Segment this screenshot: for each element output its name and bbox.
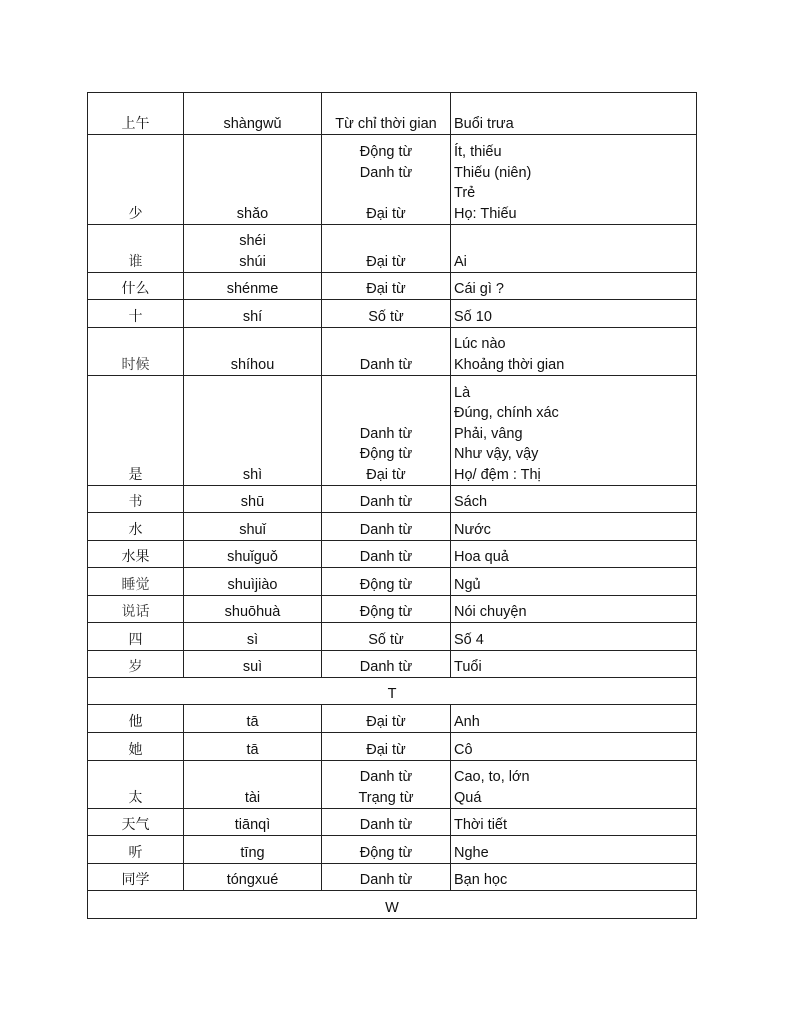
hanzi-cell: 太 [88,761,184,809]
vocab-row [88,135,697,225]
meaning-cell [451,513,697,541]
part-of-speech-line: Danh từ [359,658,413,675]
part-of-speech-line: Động từ [359,144,413,160]
pinyin-line: shénme [226,280,279,297]
part-of-speech-cell [322,486,451,513]
hanzi-cell: 是 [88,376,184,486]
pinyin-cell [184,596,322,623]
hanzi-cell: 四 [88,623,184,651]
part-of-speech-line: Danh từ [359,425,413,442]
pinyin-line: shū [240,493,265,510]
part-of-speech-line: Đại từ [366,741,406,758]
meaning-line: Ai [454,253,467,270]
part-of-speech-line [324,183,448,204]
part-of-speech-cell [322,568,451,596]
meaning-line: Lúc nào [454,336,506,352]
hanzi-cell: 天气 [88,809,184,836]
part-of-speech-cell [322,836,451,864]
vocab-row [88,623,697,651]
pinyin-cell [184,135,322,225]
part-of-speech-cell [322,651,451,678]
pinyin-line: tā [246,741,259,758]
part-of-speech-line: Động từ [359,576,413,593]
part-of-speech-line: Danh từ [359,521,413,538]
pinyin-line: tīng [240,844,265,861]
hanzi-cell: 睡觉 [88,568,184,596]
meaning-line: Số 4 [454,631,484,648]
vocab-row [88,836,697,864]
pinyin-line: shuǐguǒ [227,548,278,565]
pinyin-cell [184,623,322,651]
part-of-speech-line: Số từ [368,631,404,648]
pinyin-line: shuìjiào [227,576,278,593]
hanzi-cell: 书 [88,486,184,513]
part-of-speech-cell [322,273,451,300]
meaning-line: Trẻ [454,185,476,201]
vocab-row [88,596,697,623]
part-of-speech-cell [322,623,451,651]
meaning-cell [451,135,697,225]
pinyin-cell [184,809,322,836]
part-of-speech-line: Danh từ [359,871,413,888]
pinyin-cell [184,761,322,809]
part-of-speech-line: Đại từ [366,466,406,483]
pinyin-cell [184,376,322,486]
pinyin-line: tài [244,789,261,806]
pinyin-line: shúi [239,253,266,270]
section-letter: T [88,678,697,705]
meaning-line: Nghe [454,844,489,861]
vocab-row [88,93,697,135]
vocabulary-table-body [88,93,697,919]
pinyin-line: tóngxué [226,871,279,888]
pinyin-cell [184,273,322,300]
part-of-speech-cell [322,300,451,328]
meaning-line: Cao, to, lớn [454,769,530,785]
vocab-row [88,761,697,809]
hanzi-cell: 她 [88,733,184,761]
meaning-line: Cô [454,741,473,758]
part-of-speech-cell [322,225,451,273]
vocab-row [88,300,697,328]
vocab-row [88,705,697,733]
meaning-line: Là [454,384,471,401]
pinyin-cell [184,836,322,864]
pinyin-cell [184,705,322,733]
part-of-speech-cell [322,135,451,225]
pinyin-cell [184,328,322,376]
hanzi-cell: 岁 [88,651,184,678]
vocabulary-table [87,92,697,919]
hanzi-cell: 水 [88,513,184,541]
hanzi-cell: 什么 [88,273,184,300]
part-of-speech-line: Trạng từ [358,789,414,806]
pinyin-cell [184,864,322,891]
pinyin-line: shíhou [230,356,275,373]
meaning-line: Bạn học [454,871,508,888]
hanzi-cell: 时候 [88,328,184,376]
vocab-row [88,513,697,541]
vocab-row [88,864,697,891]
meaning-line: Cái gì ? [454,280,504,297]
part-of-speech-cell [322,93,451,135]
part-of-speech-line: Động từ [359,446,413,462]
meaning-line: Nước [454,521,491,538]
part-of-speech-line: Đại từ [366,205,406,222]
meaning-line: Số 10 [454,308,492,325]
vocab-row [88,809,697,836]
part-of-speech-line: Số từ [368,308,404,325]
meaning-cell [451,809,697,836]
hanzi-cell: 听 [88,836,184,864]
part-of-speech-cell [322,809,451,836]
meaning-cell [451,651,697,678]
part-of-speech-line: Danh từ [359,769,413,785]
meaning-line: Như vậy, vậy [454,446,539,462]
part-of-speech-cell [322,596,451,623]
meaning-line: Buổi trưa [454,115,514,132]
vocab-row [88,225,697,273]
part-of-speech-line: Đại từ [366,713,406,730]
meaning-cell [451,273,697,300]
meaning-line: Ít, thiếu [454,144,502,160]
meaning-line: Quá [454,789,482,806]
meaning-cell [451,705,697,733]
meaning-line: Hoa quả [454,548,509,565]
vocab-row [88,733,697,761]
pinyin-cell [184,93,322,135]
hanzi-cell: 他 [88,705,184,733]
part-of-speech-line: Đại từ [366,253,406,270]
meaning-cell [451,761,697,809]
meaning-cell [451,733,697,761]
meaning-cell [451,486,697,513]
vocab-row [88,273,697,300]
meaning-line: Thời tiết [454,816,508,833]
pinyin-cell [184,300,322,328]
part-of-speech-line: Danh từ [359,493,413,510]
pinyin-line: shì [242,466,263,483]
part-of-speech-line: Từ chỉ thời gian [335,115,437,132]
meaning-cell [451,836,697,864]
meaning-cell [451,376,697,486]
section-letter: W [88,891,697,919]
part-of-speech-line: Đại từ [366,280,406,297]
pinyin-line: tā [246,713,259,730]
meaning-cell [451,596,697,623]
pinyin-line: shuōhuà [224,603,281,620]
vocab-row [88,486,697,513]
hanzi-cell: 同学 [88,864,184,891]
pinyin-cell [184,513,322,541]
meaning-line: Nói chuyện [454,603,527,620]
pinyin-cell [184,651,322,678]
meaning-line: Khoảng thời gian [454,356,565,373]
meaning-cell [451,93,697,135]
part-of-speech-line: Danh từ [359,356,413,373]
part-of-speech-cell [322,541,451,568]
part-of-speech-line: Danh từ [359,816,413,833]
part-of-speech-line: Động từ [359,844,413,861]
section-letter-row [88,678,697,705]
meaning-line: Ngủ [454,576,481,593]
section-letter-row [88,891,697,919]
vocab-row [88,568,697,596]
meaning-cell [451,300,697,328]
part-of-speech-cell [322,864,451,891]
meaning-line: Phải, vâng [454,425,523,442]
meaning-line: Họ/ đệm : Thị [454,466,541,483]
meaning-cell [451,541,697,568]
meaning-line: Họ: Thiếu [454,205,517,222]
meaning-cell [451,864,697,891]
part-of-speech-line: Danh từ [359,548,413,565]
pinyin-line: shuǐ [239,521,266,538]
vocab-row [88,328,697,376]
hanzi-cell: 说话 [88,596,184,623]
meaning-line: Sách [454,493,488,510]
meaning-line: Anh [454,713,480,730]
meaning-cell [451,568,697,596]
pinyin-cell [184,486,322,513]
part-of-speech-cell [322,328,451,376]
hanzi-cell: 水果 [88,541,184,568]
meaning-cell [451,328,697,376]
vocab-row [88,651,697,678]
hanzi-cell: 谁 [88,225,184,273]
meaning-line: Tuổi [454,658,482,675]
pinyin-line: shí [242,308,263,325]
hanzi-cell: 少 [88,135,184,225]
pinyin-cell [184,733,322,761]
pinyin-line: suì [242,658,263,675]
hanzi-cell: 十 [88,300,184,328]
part-of-speech-cell [322,376,451,486]
meaning-cell [451,225,697,273]
part-of-speech-line: Danh từ [359,164,413,181]
meaning-line: Thiếu (niên) [454,164,532,181]
pinyin-cell [184,225,322,273]
part-of-speech-cell [322,513,451,541]
pinyin-line: shǎo [236,205,269,222]
pinyin-cell [184,541,322,568]
pinyin-line: tiānqì [234,816,271,833]
part-of-speech-cell [322,705,451,733]
hanzi-cell: 上午 [88,93,184,135]
pinyin-line: shàngwǔ [223,115,282,132]
part-of-speech-cell [322,761,451,809]
meaning-line: Đúng, chính xác [454,405,559,421]
part-of-speech-cell [322,733,451,761]
pinyin-cell [184,568,322,596]
meaning-cell [451,623,697,651]
part-of-speech-line: Động từ [359,603,413,620]
vocab-row [88,541,697,568]
pinyin-line: sì [246,631,259,648]
vocab-row [88,376,697,486]
pinyin-line: shéi [239,233,266,249]
